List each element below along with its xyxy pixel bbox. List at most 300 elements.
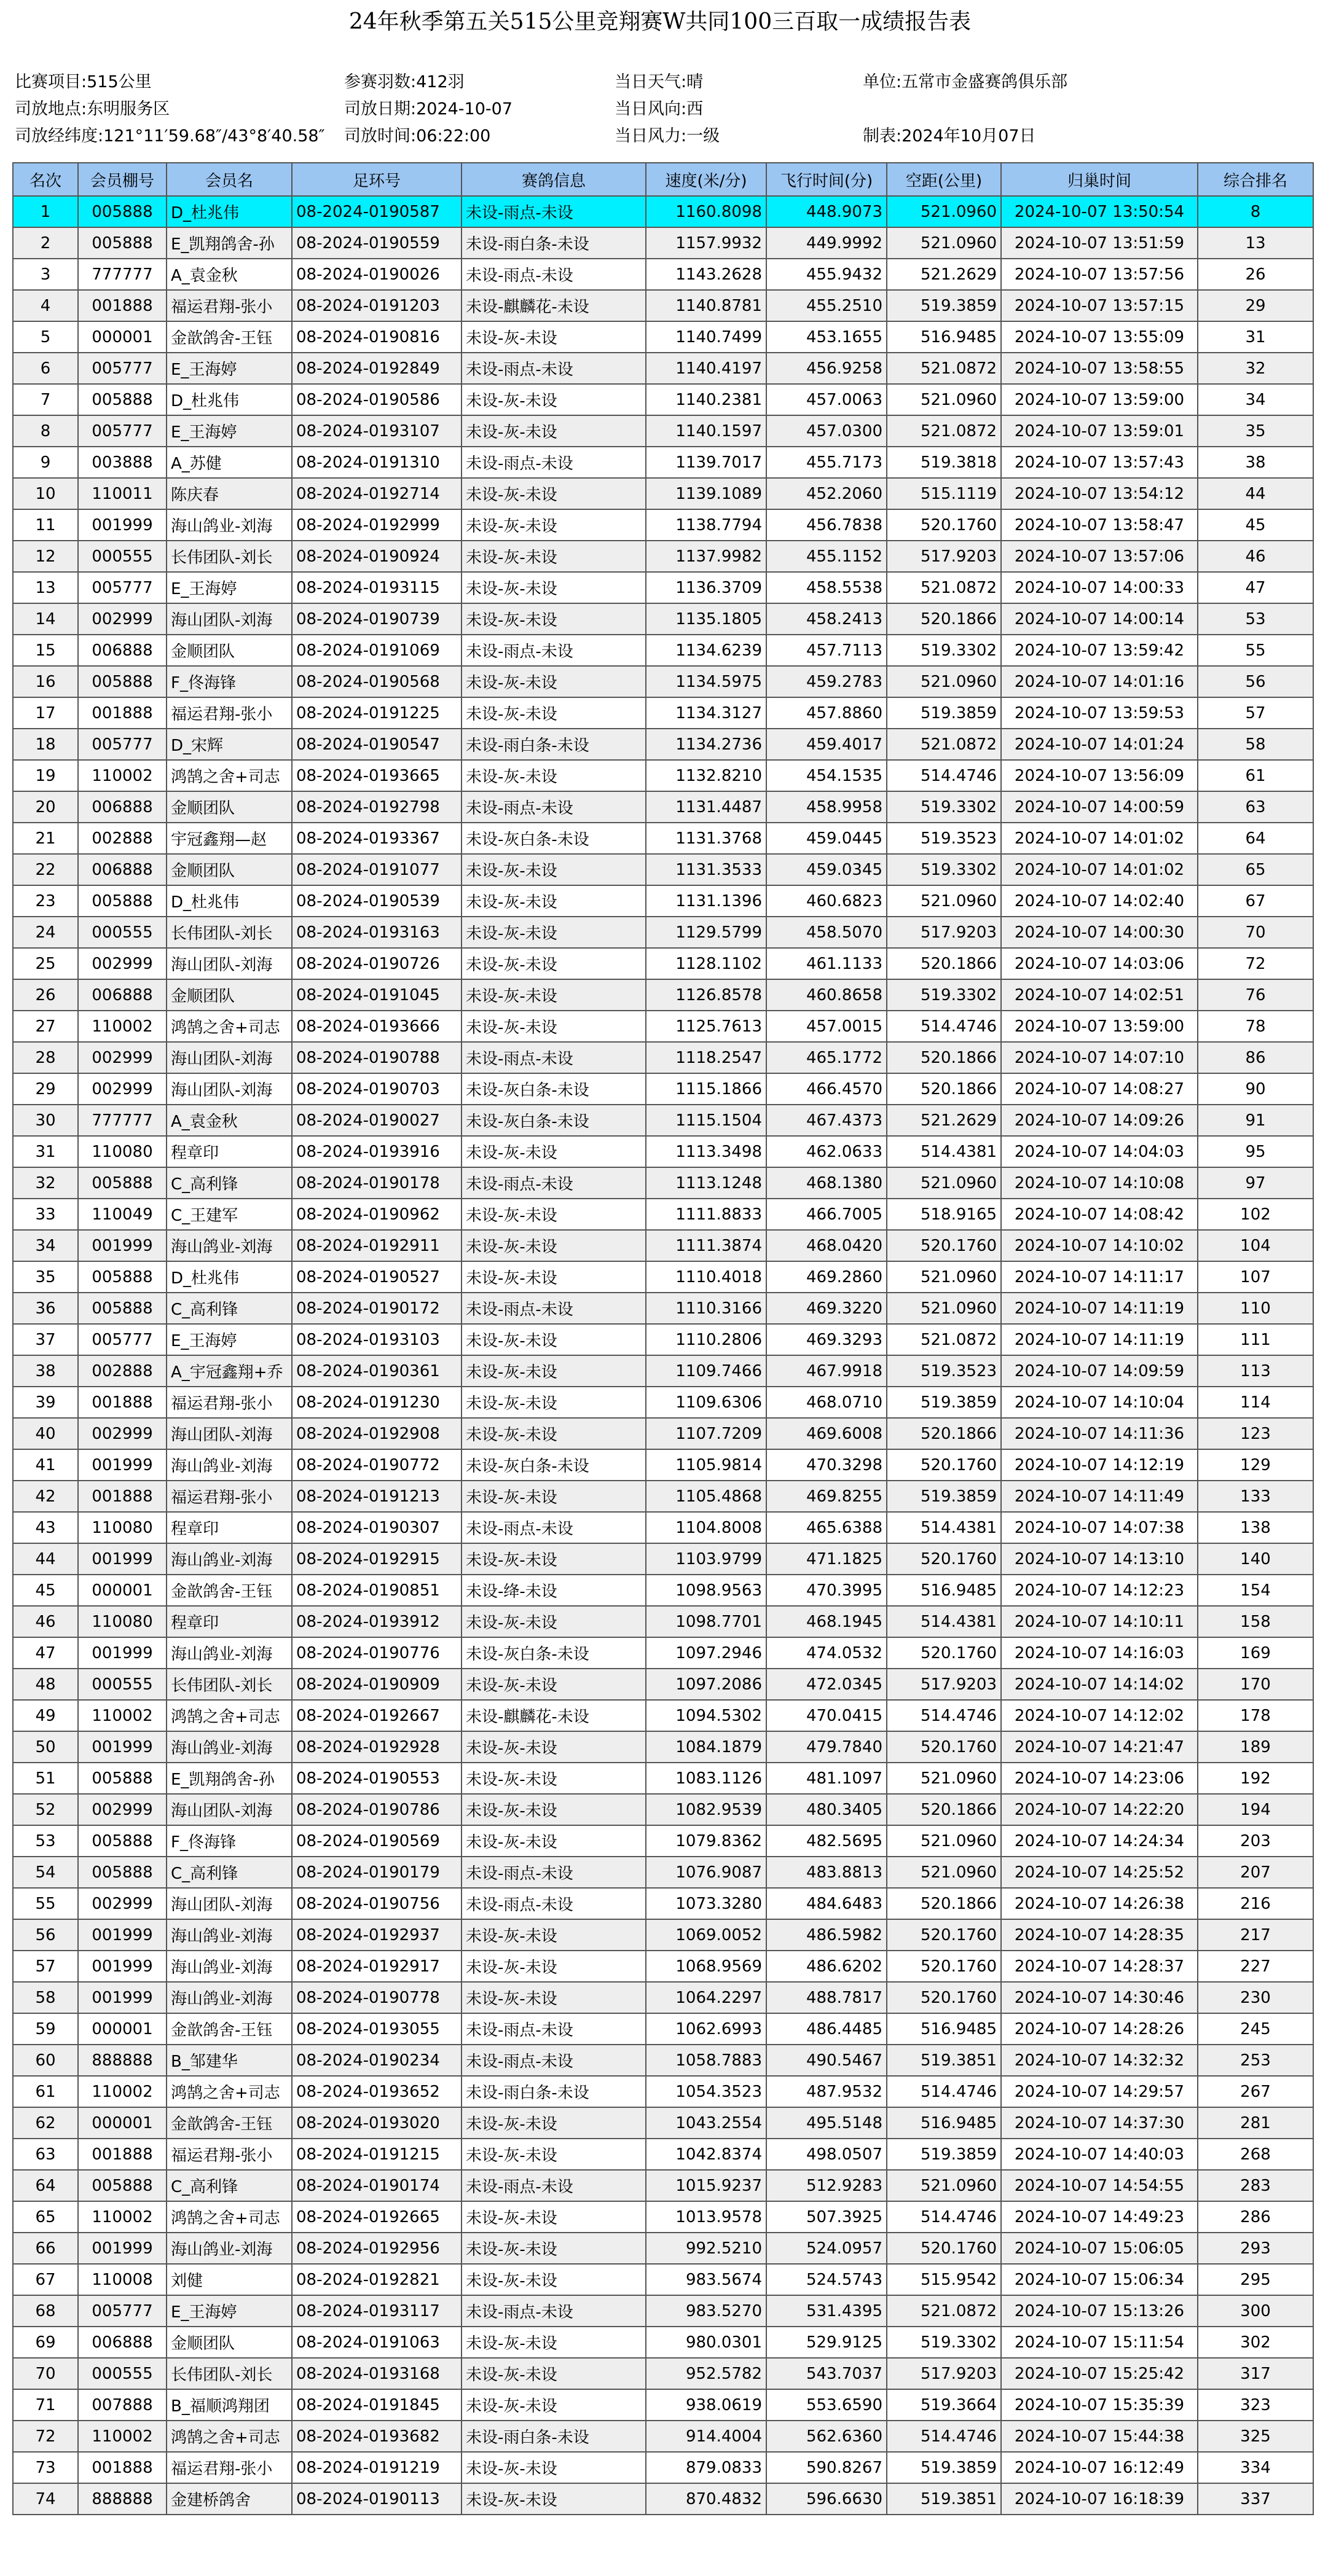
cell-arrival-time: 2024-10-07 15:11:54: [1001, 2327, 1198, 2358]
cell-member-name: E_王海婷: [167, 2295, 292, 2327]
cell-speed: 1054.3523: [646, 2076, 766, 2107]
cell-member-loft: 005888: [78, 666, 167, 697]
cell-distance: 521.0960: [887, 384, 1001, 415]
cell-rank: 65: [13, 2201, 78, 2233]
cell-overall-rank: 140: [1198, 1543, 1313, 1575]
cell-ring-number: 08-2024-0192798: [292, 791, 462, 823]
cell-ring-number: 08-2024-0192849: [292, 353, 462, 384]
cell-arrival-time: 2024-10-07 14:12:19: [1001, 1449, 1198, 1481]
cell-speed: 1131.3768: [646, 823, 766, 854]
cell-flight-time: 488.7817: [766, 1982, 887, 2013]
cell-overall-rank: 107: [1198, 1261, 1313, 1293]
cell-speed: 1064.2297: [646, 1982, 766, 2013]
cell-member-loft: 005777: [78, 2295, 167, 2327]
cell-distance: 515.1119: [887, 478, 1001, 509]
cell-overall-rank: 38: [1198, 447, 1313, 478]
cell-speed: 1079.8362: [646, 1825, 766, 1857]
cell-pigeon-info: 未设-雨点-未设: [462, 1293, 646, 1324]
cell-rank: 70: [13, 2358, 78, 2389]
table-row: [13, 729, 1313, 760]
cell-speed: 1109.6306: [646, 1387, 766, 1418]
cell-member-name: 海山团队-刘海: [167, 603, 292, 635]
cell-member-loft: 001888: [78, 290, 167, 321]
cell-member-loft: 000001: [78, 2013, 167, 2045]
cell-member-loft: 001999: [78, 1449, 167, 1481]
wind-direction: 当日风向:西: [615, 100, 704, 119]
header-pigeon-info: 赛鸽信息: [462, 163, 646, 196]
cell-arrival-time: 2024-10-07 13:59:00: [1001, 1011, 1198, 1042]
cell-flight-time: 459.4017: [766, 729, 887, 760]
cell-speed: 1111.8833: [646, 1199, 766, 1230]
cell-member-loft: 888888: [78, 2045, 167, 2076]
cell-pigeon-info: 未设-灰-未设: [462, 415, 646, 447]
cell-member-name: F_佟海锋: [167, 666, 292, 697]
cell-speed: 1137.9982: [646, 541, 766, 572]
cell-distance: 519.3302: [887, 2327, 1001, 2358]
cell-pigeon-info: 未设-灰-未设: [462, 2233, 646, 2264]
cell-member-name: D_宋辉: [167, 729, 292, 760]
cell-rank: 47: [13, 1637, 78, 1669]
cell-distance: 519.3664: [887, 2389, 1001, 2421]
cell-overall-rank: 31: [1198, 321, 1313, 353]
cell-distance: 521.0872: [887, 572, 1001, 603]
cell-arrival-time: 2024-10-07 14:01:02: [1001, 854, 1198, 885]
cell-overall-rank: 65: [1198, 854, 1313, 885]
cell-distance: 520.1866: [887, 1042, 1001, 1073]
cell-flight-time: 456.9258: [766, 353, 887, 384]
header-ring-number: 足环号: [292, 163, 462, 196]
cell-member-name: E_凯翔鸽舍-孙: [167, 227, 292, 259]
cell-rank: 39: [13, 1387, 78, 1418]
cell-ring-number: 08-2024-0191230: [292, 1387, 462, 1418]
cell-member-loft: 110049: [78, 1199, 167, 1230]
cell-arrival-time: 2024-10-07 15:06:05: [1001, 2233, 1198, 2264]
cell-member-loft: 005888: [78, 384, 167, 415]
cell-distance: 514.4381: [887, 1606, 1001, 1637]
cell-speed: 1062.6993: [646, 2013, 766, 2045]
cell-member-name: 鸿鹄之舍+司志: [167, 2421, 292, 2452]
cell-overall-rank: 78: [1198, 1011, 1313, 1042]
table-row: [13, 2045, 1313, 2076]
cell-overall-rank: 295: [1198, 2264, 1313, 2295]
cell-distance: 520.1760: [887, 1919, 1001, 1951]
cell-member-name: C_王建军: [167, 1199, 292, 1230]
cell-ring-number: 08-2024-0190962: [292, 1199, 462, 1230]
cell-overall-rank: 34: [1198, 384, 1313, 415]
table-row: [13, 697, 1313, 729]
cell-member-loft: 000555: [78, 541, 167, 572]
cell-ring-number: 08-2024-0190026: [292, 259, 462, 290]
cell-flight-time: 469.3293: [766, 1324, 887, 1355]
cell-flight-time: 543.7037: [766, 2358, 887, 2389]
cell-member-loft: 001999: [78, 509, 167, 541]
cell-speed: 1132.8210: [646, 760, 766, 791]
cell-arrival-time: 2024-10-07 13:54:12: [1001, 478, 1198, 509]
cell-member-loft: 002888: [78, 823, 167, 854]
cell-ring-number: 08-2024-0190172: [292, 1293, 462, 1324]
cell-pigeon-info: 未设-雨白条-未设: [462, 729, 646, 760]
cell-ring-number: 08-2024-0191215: [292, 2139, 462, 2170]
cell-pigeon-info: 未设-雨点-未设: [462, 353, 646, 384]
cell-distance: 514.4746: [887, 1700, 1001, 1731]
cell-flight-time: 498.0507: [766, 2139, 887, 2170]
table-row: [13, 2076, 1313, 2107]
release-place: 司放地点:东明服务区: [15, 100, 170, 119]
cell-arrival-time: 2024-10-07 14:24:34: [1001, 1825, 1198, 1857]
cell-flight-time: 459.0345: [766, 854, 887, 885]
cell-rank: 32: [13, 1167, 78, 1199]
cell-distance: 520.1760: [887, 1951, 1001, 1982]
made-date: 制表:2024年10月07日: [863, 127, 1036, 146]
cell-speed: 1115.1866: [646, 1073, 766, 1105]
cell-speed: 1160.8098: [646, 196, 766, 227]
cell-ring-number: 08-2024-0190174: [292, 2170, 462, 2201]
cell-member-name: B_邹建华: [167, 2045, 292, 2076]
cell-rank: 3: [13, 259, 78, 290]
table-row: [13, 1136, 1313, 1167]
cell-flight-time: 486.6202: [766, 1951, 887, 1982]
cell-member-name: 海山团队-刘海: [167, 1418, 292, 1449]
cell-member-name: 金顺团队: [167, 854, 292, 885]
cell-member-loft: 000555: [78, 917, 167, 948]
table-row: [13, 1888, 1313, 1919]
cell-arrival-time: 2024-10-07 14:01:02: [1001, 823, 1198, 854]
cell-distance: 519.3302: [887, 979, 1001, 1011]
cell-member-name: B_福顺鸿翔团: [167, 2389, 292, 2421]
cell-member-name: A_袁金秋: [167, 259, 292, 290]
cell-member-name: 金顺团队: [167, 979, 292, 1011]
table-row: [13, 1637, 1313, 1669]
cell-flight-time: 467.9918: [766, 1355, 887, 1387]
cell-rank: 53: [13, 1825, 78, 1857]
table-row: [13, 979, 1313, 1011]
cell-pigeon-info: 未设-雨白条-未设: [462, 2421, 646, 2452]
cell-distance: 521.0872: [887, 2295, 1001, 2327]
cell-pigeon-info: 未设-灰-未设: [462, 1481, 646, 1512]
cell-rank: 20: [13, 791, 78, 823]
cell-overall-rank: 57: [1198, 697, 1313, 729]
cell-ring-number: 08-2024-0192665: [292, 2201, 462, 2233]
cell-ring-number: 08-2024-0190178: [292, 1167, 462, 1199]
cell-member-loft: 002999: [78, 603, 167, 635]
cell-distance: 521.0960: [887, 666, 1001, 697]
cell-member-loft: 000001: [78, 321, 167, 353]
cell-member-loft: 005777: [78, 1324, 167, 1355]
cell-speed: 1098.7701: [646, 1606, 766, 1637]
cell-arrival-time: 2024-10-07 13:57:06: [1001, 541, 1198, 572]
cell-overall-rank: 91: [1198, 1105, 1313, 1136]
table-row: [13, 2170, 1313, 2201]
cell-member-name: D_杜兆伟: [167, 885, 292, 917]
cell-arrival-time: 2024-10-07 15:44:38: [1001, 2421, 1198, 2452]
cell-rank: 67: [13, 2264, 78, 2295]
cell-arrival-time: 2024-10-07 14:08:42: [1001, 1199, 1198, 1230]
cell-overall-rank: 216: [1198, 1888, 1313, 1919]
cell-member-loft: 006888: [78, 979, 167, 1011]
cell-speed: 1113.3498: [646, 1136, 766, 1167]
cell-arrival-time: 2024-10-07 14:09:26: [1001, 1105, 1198, 1136]
cell-rank: 62: [13, 2107, 78, 2139]
table-row: [13, 1167, 1313, 1199]
cell-overall-rank: 111: [1198, 1324, 1313, 1355]
cell-pigeon-info: 未设-灰-未设: [462, 2107, 646, 2139]
cell-speed: 1043.2554: [646, 2107, 766, 2139]
table-row: [13, 321, 1313, 353]
cell-overall-rank: 114: [1198, 1387, 1313, 1418]
cell-ring-number: 08-2024-0190568: [292, 666, 462, 697]
cell-member-name: 福运君翔-张小: [167, 2139, 292, 2170]
cell-overall-rank: 217: [1198, 1919, 1313, 1951]
table-row: [13, 854, 1313, 885]
cell-member-name: 福运君翔-张小: [167, 1481, 292, 1512]
cell-speed: 1109.7466: [646, 1355, 766, 1387]
cell-pigeon-info: 未设-灰-未设: [462, 2264, 646, 2295]
cell-rank: 44: [13, 1543, 78, 1575]
cell-member-name: C_高利锋: [167, 1167, 292, 1199]
table-row: [13, 1418, 1313, 1449]
cell-speed: 1134.3127: [646, 697, 766, 729]
cell-member-name: C_高利锋: [167, 2170, 292, 2201]
cell-ring-number: 08-2024-0190776: [292, 1637, 462, 1669]
cell-member-loft: 001999: [78, 1982, 167, 2013]
cell-pigeon-info: 未设-灰-未设: [462, 1387, 646, 1418]
cell-rank: 54: [13, 1857, 78, 1888]
cell-ring-number: 08-2024-0190547: [292, 729, 462, 760]
cell-ring-number: 08-2024-0191219: [292, 2452, 462, 2483]
cell-pigeon-info: 未设-灰-未设: [462, 2483, 646, 2515]
cell-ring-number: 08-2024-0190739: [292, 603, 462, 635]
table-row: [13, 1105, 1313, 1136]
cell-distance: 520.1866: [887, 1888, 1001, 1919]
cell-speed: 1105.9814: [646, 1449, 766, 1481]
cell-overall-rank: 283: [1198, 2170, 1313, 2201]
header-distance: 空距(公里): [887, 163, 1001, 196]
cell-speed: 1076.9087: [646, 1857, 766, 1888]
cell-rank: 36: [13, 1293, 78, 1324]
cell-speed: 1143.2628: [646, 259, 766, 290]
table-row: [13, 1825, 1313, 1857]
table-row: [13, 2295, 1313, 2327]
cell-overall-rank: 194: [1198, 1794, 1313, 1825]
cell-speed: 1068.9569: [646, 1951, 766, 1982]
cell-member-name: 海山团队-刘海: [167, 1888, 292, 1919]
cell-member-name: C_高利锋: [167, 1293, 292, 1324]
cell-ring-number: 08-2024-0193163: [292, 917, 462, 948]
cell-flight-time: 470.0415: [766, 1700, 887, 1731]
cell-arrival-time: 2024-10-07 14:11:19: [1001, 1293, 1198, 1324]
cell-distance: 521.0960: [887, 2170, 1001, 2201]
cell-arrival-time: 2024-10-07 13:59:01: [1001, 415, 1198, 447]
table-row: [13, 227, 1313, 259]
cell-rank: 57: [13, 1951, 78, 1982]
table-header: [13, 163, 1313, 196]
cell-speed: 983.5674: [646, 2264, 766, 2295]
cell-ring-number: 08-2024-0190816: [292, 321, 462, 353]
cell-pigeon-info: 未设-灰白条-未设: [462, 1073, 646, 1105]
cell-member-name: 海山鸽业-刘海: [167, 1230, 292, 1261]
race-project: 比赛项目:515公里: [15, 72, 152, 92]
table-row: [13, 2421, 1313, 2452]
cell-member-loft: 110002: [78, 1011, 167, 1042]
cell-pigeon-info: 未设-灰-未设: [462, 1324, 646, 1355]
cell-pigeon-info: 未设-灰-未设: [462, 2358, 646, 2389]
cell-distance: 519.3523: [887, 823, 1001, 854]
cell-rank: 18: [13, 729, 78, 760]
cell-pigeon-info: 未设-雨点-未设: [462, 2170, 646, 2201]
cell-overall-rank: 281: [1198, 2107, 1313, 2139]
header-member-name: 会员名: [167, 163, 292, 196]
cell-speed: 1097.2946: [646, 1637, 766, 1669]
cell-ring-number: 08-2024-0192821: [292, 2264, 462, 2295]
cell-member-loft: 777777: [78, 1105, 167, 1136]
cell-speed: 1110.2806: [646, 1324, 766, 1355]
cell-pigeon-info: 未设-灰-未设: [462, 760, 646, 791]
table-row: [13, 259, 1313, 290]
cell-member-name: 金建桥鸽舍: [167, 2483, 292, 2515]
cell-member-name: 金歆鸽舍-王钰: [167, 321, 292, 353]
cell-member-name: 金歆鸽舍-王钰: [167, 2107, 292, 2139]
cell-flight-time: 480.3405: [766, 1794, 887, 1825]
cell-pigeon-info: 未设-雨白条-未设: [462, 227, 646, 259]
cell-arrival-time: 2024-10-07 14:11:19: [1001, 1324, 1198, 1355]
cell-rank: 30: [13, 1105, 78, 1136]
cell-overall-rank: 323: [1198, 2389, 1313, 2421]
cell-member-name: E_王海婷: [167, 1324, 292, 1355]
cell-overall-rank: 29: [1198, 290, 1313, 321]
cell-rank: 14: [13, 603, 78, 635]
cell-distance: 514.4746: [887, 2421, 1001, 2452]
cell-member-loft: 001888: [78, 1387, 167, 1418]
cell-flight-time: 553.6590: [766, 2389, 887, 2421]
cell-arrival-time: 2024-10-07 14:01:24: [1001, 729, 1198, 760]
cell-speed: 1098.9563: [646, 1575, 766, 1606]
cell-member-name: 长伟团队-刘长: [167, 541, 292, 572]
table-row: [13, 1387, 1313, 1418]
cell-member-loft: 001999: [78, 1919, 167, 1951]
cell-rank: 48: [13, 1669, 78, 1700]
cell-rank: 40: [13, 1418, 78, 1449]
cell-ring-number: 08-2024-0192937: [292, 1919, 462, 1951]
table-row: [13, 2389, 1313, 2421]
table-row: [13, 196, 1313, 227]
cell-pigeon-info: 未设-灰-未设: [462, 1230, 646, 1261]
cell-flight-time: 448.9073: [766, 196, 887, 227]
cell-arrival-time: 2024-10-07 15:13:26: [1001, 2295, 1198, 2327]
cell-rank: 49: [13, 1700, 78, 1731]
cell-overall-rank: 113: [1198, 1355, 1313, 1387]
cell-member-loft: 001888: [78, 697, 167, 729]
cell-flight-time: 470.3298: [766, 1449, 887, 1481]
cell-rank: 55: [13, 1888, 78, 1919]
table-row: [13, 1261, 1313, 1293]
cell-flight-time: 457.7113: [766, 635, 887, 666]
info-row-1: [15, 69, 1305, 96]
cell-speed: 1131.1396: [646, 885, 766, 917]
cell-distance: 519.3859: [887, 1387, 1001, 1418]
cell-pigeon-info: 未设-灰-未设: [462, 1982, 646, 2013]
cell-member-loft: 000555: [78, 1669, 167, 1700]
cell-member-name: 海山团队-刘海: [167, 1794, 292, 1825]
cell-pigeon-info: 未设-灰-未设: [462, 1136, 646, 1167]
cell-overall-rank: 8: [1198, 196, 1313, 227]
cell-member-loft: 002999: [78, 1042, 167, 1073]
cell-flight-time: 457.0300: [766, 415, 887, 447]
cell-speed: 1111.3874: [646, 1230, 766, 1261]
info-row-2: [15, 96, 1305, 123]
cell-member-loft: 005888: [78, 1261, 167, 1293]
table-row: [13, 2201, 1313, 2233]
cell-member-name: A_苏健: [167, 447, 292, 478]
cell-ring-number: 08-2024-0192956: [292, 2233, 462, 2264]
cell-rank: 35: [13, 1261, 78, 1293]
cell-rank: 11: [13, 509, 78, 541]
cell-member-name: E_王海婷: [167, 572, 292, 603]
cell-member-loft: 110080: [78, 1136, 167, 1167]
cell-ring-number: 08-2024-0190361: [292, 1355, 462, 1387]
cell-arrival-time: 2024-10-07 13:57:43: [1001, 447, 1198, 478]
cell-overall-rank: 170: [1198, 1669, 1313, 1700]
cell-member-loft: 005777: [78, 572, 167, 603]
table-row: [13, 2327, 1313, 2358]
cell-flight-time: 462.0633: [766, 1136, 887, 1167]
cell-member-name: D_杜兆伟: [167, 384, 292, 415]
cell-distance: 521.0960: [887, 1763, 1001, 1794]
cell-member-loft: 005888: [78, 227, 167, 259]
cell-ring-number: 08-2024-0191077: [292, 854, 462, 885]
cell-ring-number: 08-2024-0193107: [292, 415, 462, 447]
cell-rank: 9: [13, 447, 78, 478]
table-row: [13, 1324, 1313, 1355]
cell-overall-rank: 58: [1198, 729, 1313, 760]
cell-member-loft: 006888: [78, 791, 167, 823]
cell-pigeon-info: 未设-灰-未设: [462, 1919, 646, 1951]
cell-ring-number: 08-2024-0190113: [292, 2483, 462, 2515]
table-row: [13, 1951, 1313, 1982]
table-row: [13, 1857, 1313, 1888]
cell-pigeon-info: 未设-雨点-未设: [462, 1512, 646, 1543]
cell-arrival-time: 2024-10-07 14:11:36: [1001, 1418, 1198, 1449]
cell-member-loft: 001999: [78, 1731, 167, 1763]
cell-speed: 1139.1089: [646, 478, 766, 509]
cell-rank: 46: [13, 1606, 78, 1637]
cell-arrival-time: 2024-10-07 14:28:26: [1001, 2013, 1198, 2045]
cell-member-loft: 005888: [78, 2170, 167, 2201]
cell-flight-time: 479.7840: [766, 1731, 887, 1763]
cell-rank: 51: [13, 1763, 78, 1794]
cell-rank: 22: [13, 854, 78, 885]
cell-member-loft: 006888: [78, 854, 167, 885]
cell-ring-number: 08-2024-0193367: [292, 823, 462, 854]
cell-ring-number: 08-2024-0190851: [292, 1575, 462, 1606]
cell-pigeon-info: 未设-雨点-未设: [462, 196, 646, 227]
cell-distance: 514.4746: [887, 2076, 1001, 2107]
cell-distance: 521.0872: [887, 415, 1001, 447]
cell-distance: 516.9485: [887, 321, 1001, 353]
cell-flight-time: 458.2413: [766, 603, 887, 635]
cell-rank: 73: [13, 2452, 78, 2483]
cell-distance: 514.4746: [887, 760, 1001, 791]
cell-overall-rank: 230: [1198, 1982, 1313, 2013]
cell-speed: 1131.4487: [646, 791, 766, 823]
cell-member-name: A_宇冠鑫翔+乔: [167, 1355, 292, 1387]
cell-rank: 34: [13, 1230, 78, 1261]
cell-arrival-time: 2024-10-07 14:28:35: [1001, 1919, 1198, 1951]
cell-member-name: 鸿鹄之舍+司志: [167, 2201, 292, 2233]
cell-arrival-time: 2024-10-07 14:10:04: [1001, 1387, 1198, 1418]
cell-ring-number: 08-2024-0190027: [292, 1105, 462, 1136]
cell-distance: 519.3523: [887, 1355, 1001, 1387]
info-row-3: [15, 123, 1305, 150]
